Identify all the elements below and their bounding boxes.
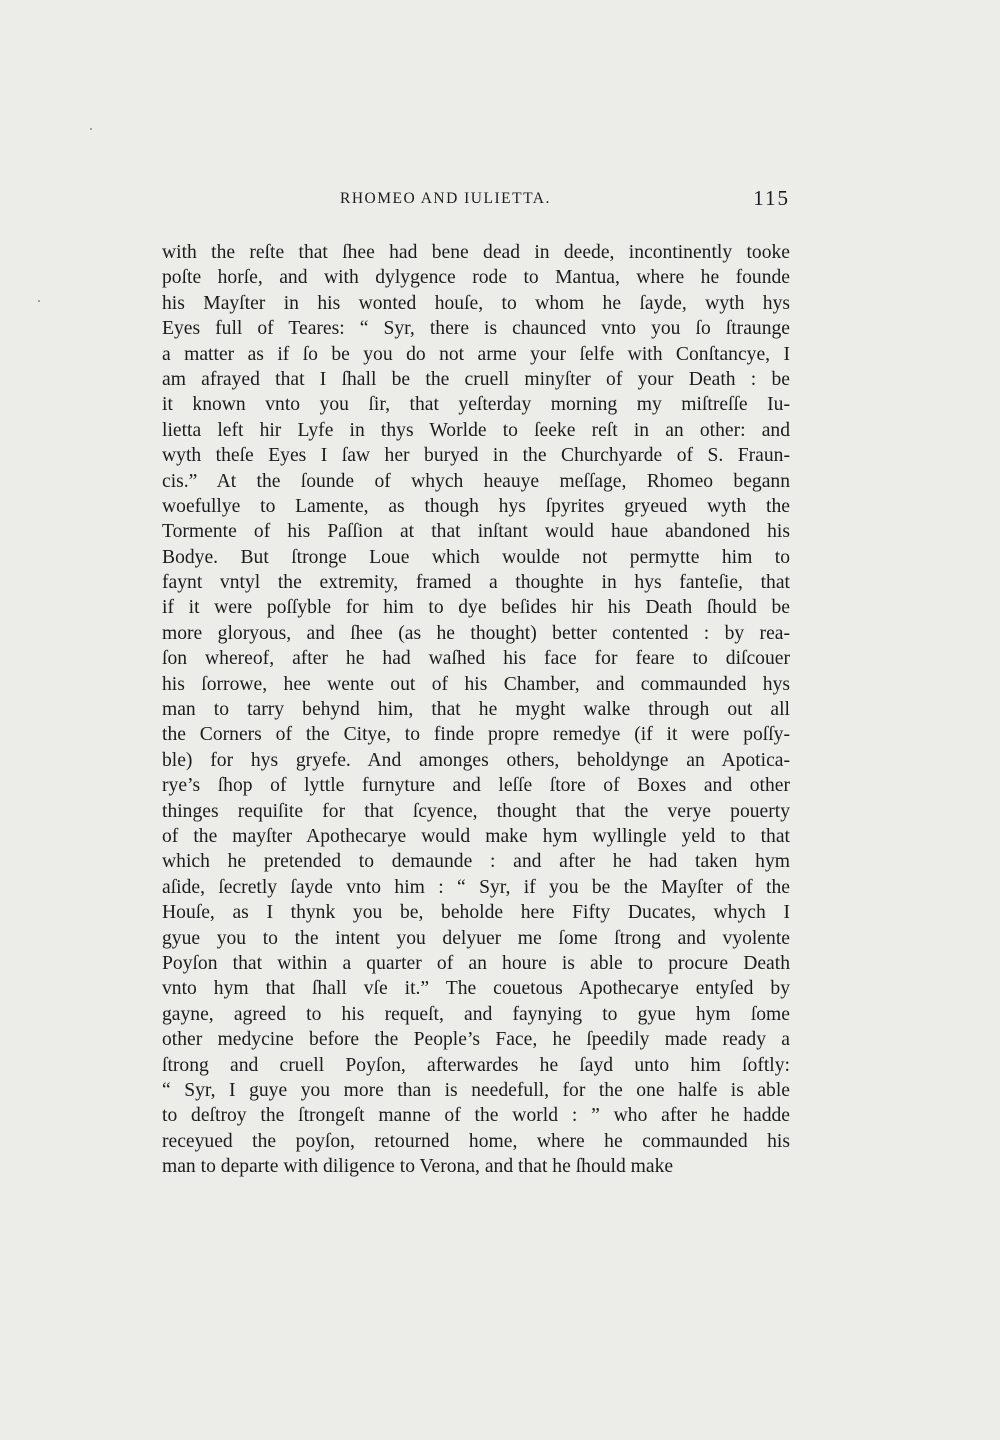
text-line: more gloryous, and ſhee (as he thought) better contented : by rea- [162, 622, 790, 644]
running-title: RHOMEO AND IULIETTA. [340, 190, 551, 207]
page-number: 115 [753, 186, 790, 210]
text-line: “ Syr, I guye you more than is needefull, for the one halfe is able [162, 1079, 790, 1101]
text-line: woefullye to Lamente, as though hys ſpyrites gryeued wyth the [162, 495, 790, 517]
text-line: ſtrong and cruell Poyſon, afterwardes he ſayd unto him ſoftly: [162, 1054, 790, 1076]
text-line: man to departe with diligence to Verona, and that he ſhould make [162, 1156, 674, 1178]
text-line: gayne, agreed to his requeſt, and faynying to gyue hym ſome [162, 1003, 790, 1025]
text-line: cis.” At the ſounde of whych heauye meſſage, Rhomeo begann [162, 470, 790, 492]
text-line: aſide, ſecretly ſayde vnto him : “ Syr, if you be the Mayſter of the [162, 876, 790, 898]
text-line: with the reſte that ſhee had bene dead in deede, incontinently tooke [162, 242, 790, 263]
text-line: it known vnto you ſir, that yeſterday morning my miſtreſſe Iu- [162, 394, 790, 416]
text-line: other medycine before the People’s Face, he ſpeedily made ready a [162, 1029, 790, 1051]
text-line: of the mayſter Apothecarye would make hym wyllingle yeld to that [162, 825, 790, 847]
text-line: if it were poſſyble for him to dye beſides hir his Death ſhould be [162, 597, 790, 619]
text-line: his Mayſter in his wonted houſe, to whom he ſayde, wyth hys [162, 292, 790, 314]
text-line: faynt vntyl the extremity, framed a thoughte in hys fanteſie, that [162, 572, 790, 594]
paper-speck [90, 128, 92, 130]
text-line: ſon whereof, after he had waſhed his face for feare to diſcouer [162, 648, 790, 670]
text-line: Houſe, as I thynk you be, beholde here Fifty Ducates, whych I [162, 902, 790, 924]
text-line: Eyes full of Teares: “ Syr, there is chaunced vnto you ſo ſtraunge [162, 318, 790, 340]
paper-speck [38, 300, 40, 302]
text-line: vnto hym that ſhall vſe it.” The couetous Apothecarye entyſed by [162, 978, 790, 1000]
text-line: a matter as if ſo be you do not arme your ſelfe with Conſtancye, I [162, 343, 790, 365]
text-line: man to tarry behynd him, that he myght walke through out all [162, 699, 790, 721]
text-line: gyue you to the intent you delyuer me ſome ſtrong and vyolente [162, 927, 790, 949]
body-text [162, 240, 790, 1179]
text-line: ble) for hys gryefe. And amonges others, beholdynge an Apotica- [162, 749, 790, 771]
text-line: rye’s ſhop of lyttle furnyture and leſſe ſtore of Boxes and other [162, 775, 790, 797]
text-line: Tormente of his Paſſion at that inſtant would haue abandoned his [162, 521, 790, 543]
text-line: thinges requiſite for that ſcyence, thought that the verye pouerty [162, 800, 790, 822]
text-line: wyth theſe Eyes I ſaw her buryed in the Churchyarde of S. Fraun- [162, 445, 790, 467]
text-line: am afrayed that I ſhall be the cruell minyſter of your Death : be [162, 368, 790, 390]
text-line: receyued the poyſon, retourned home, where he commaunded his [162, 1130, 790, 1152]
text-line: Poyſon that within a quarter of an houre is able to procure Death [162, 952, 790, 974]
text-line: Bodye. But ſtronge Loue which woulde not permytte him to [162, 546, 790, 568]
text-line: which he pretended to demaunde : and after he had taken hym [162, 851, 790, 873]
text-line: poſte horſe, and with dylygence rode to Mantua, where he founde [162, 267, 790, 289]
text-line: his ſorrowe, hee wente out of his Chamber, and commaunded hys [162, 673, 790, 695]
running-head [162, 186, 790, 216]
text-line: the Corners of the Citye, to finde propre remedye (if it were poſſy- [162, 724, 790, 746]
text-line: to deſtroy the ſtrongeſt manne of the world : ” who after he hadde [162, 1105, 790, 1127]
text-line: lietta left hir Lyfe in thys Worlde to ſeeke reſt in an other: and [162, 419, 790, 441]
